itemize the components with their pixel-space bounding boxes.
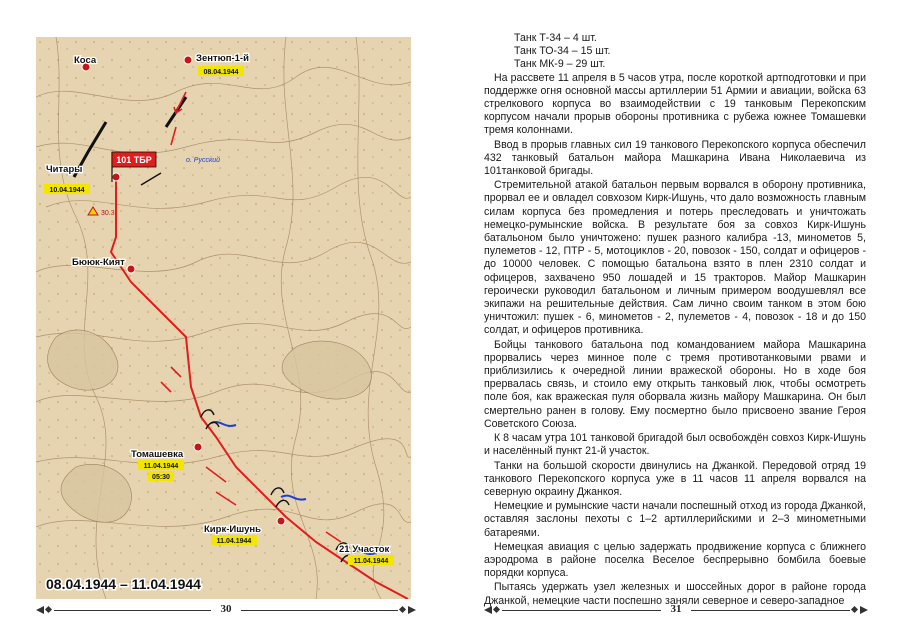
unit-label: 101 ТБР: [116, 155, 152, 165]
place-biyuk-kiyat: Бююк-Кият: [72, 257, 125, 268]
paragraph: Ввод в прорыв главных сил 19 танкового Перекопского корпуса обеспечил 432 танковый батальон майора Машкарина Ивана Николаевича из 101танковой бригады.: [484, 138, 866, 178]
tank-line: Танк ТО-34 – 15 шт.: [514, 45, 611, 58]
kirk-ishun-marker: [277, 517, 285, 525]
chitary-marker: [112, 173, 120, 181]
left-footer: [36, 603, 416, 617]
paragraph: К 8 часам утра 101 танковой бригадой был освобождён совхоз Кирк-Ишунь и населённый пункт 21-й участок.: [484, 432, 866, 458]
place-kosa: Коса: [74, 55, 97, 66]
tank-line: Танк Т-34 – 4 шт.: [514, 32, 597, 44]
page-number-right: 31: [661, 603, 691, 615]
paragraph: Пытаясь удержать узел железных и шоссейных дорог в районе города Джанкой, немецкие части поспешно заняли северное и северо-западное: [484, 581, 866, 607]
paragraph: Немецкая авиация с целью задержать продвижение корпуса с ближнего аэродрома в районе поселка Веселое беспрерывно бомбила боевые порядки корпуса.: [484, 540, 866, 580]
biyuk-kiyat-marker: [127, 265, 135, 273]
map-period: 08.04.1944 – 11.04.1944: [46, 576, 201, 592]
place-uchastok21: 21 Участок: [339, 544, 390, 555]
place-chitary: Читары: [46, 164, 83, 175]
battle-map: [36, 37, 411, 599]
paragraph: Стремительной атакой батальон первым ворвался в оборону противника, прорвал ее и овладел совхозом Кирк-Ишунь, что дало возможность главным силам корпуса без промедления и потерь преследовать и уничтожать немецко-румынские войска. В результате боя за совхоз Кирк-Ишунь батальоном было уничтожено: пушек разного калибра -13, минометов 5, пулеметов - 12, ПТР - 5, мотоциклов - 20, повозок - 150, солдат и офицеров - до 10000 человек. С помощью батальона взято в плен 2310 солдат и офицеров, захвачено 950 лошадей и 15 тракторов. Майор Машкарин героически руководил батальоном и личным примером воодушевлял все экипажи на решительные действия. Сам лично своим танком в этом бою уничтожил: пушек - 6, минометов - 2, пулеметов - 4, повозок - 18 и до 150 солдат, и офицеров противника.: [484, 179, 866, 337]
paragraph: Танки на большой скорости двинулись на Джанкой. Передовой отряд 19 танкового Перекопского корпуса уже в 11 часов 11 апреля ворвался на северную окраину Джанкоя.: [484, 459, 866, 498]
paragraph: Бойцы танкового батальона под командованием майора Машкарина прорвались через минное поле с тремя противотанковыми рвами и приблизились к очередной линии вражеской обороны. Но в ходе боя прервалась связь, и стоило ему открыть танковый люк, чтобы осмотреть поле боя, как вражеская пуля оборвала жизнь майору Машкарина. Он был смертельно ранен в голову. Ему посмертно было присвоено звание Героя Советского Союза.: [484, 338, 866, 430]
place-kirk-ishun: Кирк-Ишунь: [204, 524, 261, 535]
date-chitary: 10.04.1944: [49, 187, 85, 194]
tank-line: Танк МК-9 – 29 шт.: [514, 58, 606, 71]
place-tomashevka: Томашевка: [131, 449, 184, 460]
date-kirk-ishun: 11.04.1944: [216, 538, 252, 545]
paragraph: Немецкие и румынские части начали поспешный отход из города Джанкой, оставляя заслоны пехоты с 1–2 артиллерийскими и 2–3 минометными батареями.: [484, 500, 866, 539]
page-number-left: 30: [211, 603, 241, 615]
body-text: [484, 32, 866, 608]
paragraph: На рассвете 11 апреля в 5 часов утра, после короткой артподготовки и при поддержке огня основной массы артиллерии 51 Армии и авиации, войска 63 стрелкового корпуса во взаимодействии с 19 танковым Перекопским корпусом начали прорыв обороны противника с рубежа южнее Томашевки тремя колоннами.: [484, 71, 866, 137]
date-uchastok21: 11.04.1944: [353, 558, 389, 565]
date-tomashevka: 11.04.1944: [143, 463, 179, 470]
zentyup-marker: [184, 56, 192, 64]
height-label: 30.3: [101, 210, 115, 217]
time-tomashevka: 05:30: [152, 474, 170, 481]
date-zentyup: 08.04.1944: [203, 69, 239, 76]
tomashevka-marker: [194, 443, 202, 451]
place-zentyup: Зентюп-1-й: [196, 53, 249, 64]
lake-label: о. Русский: [186, 157, 221, 164]
